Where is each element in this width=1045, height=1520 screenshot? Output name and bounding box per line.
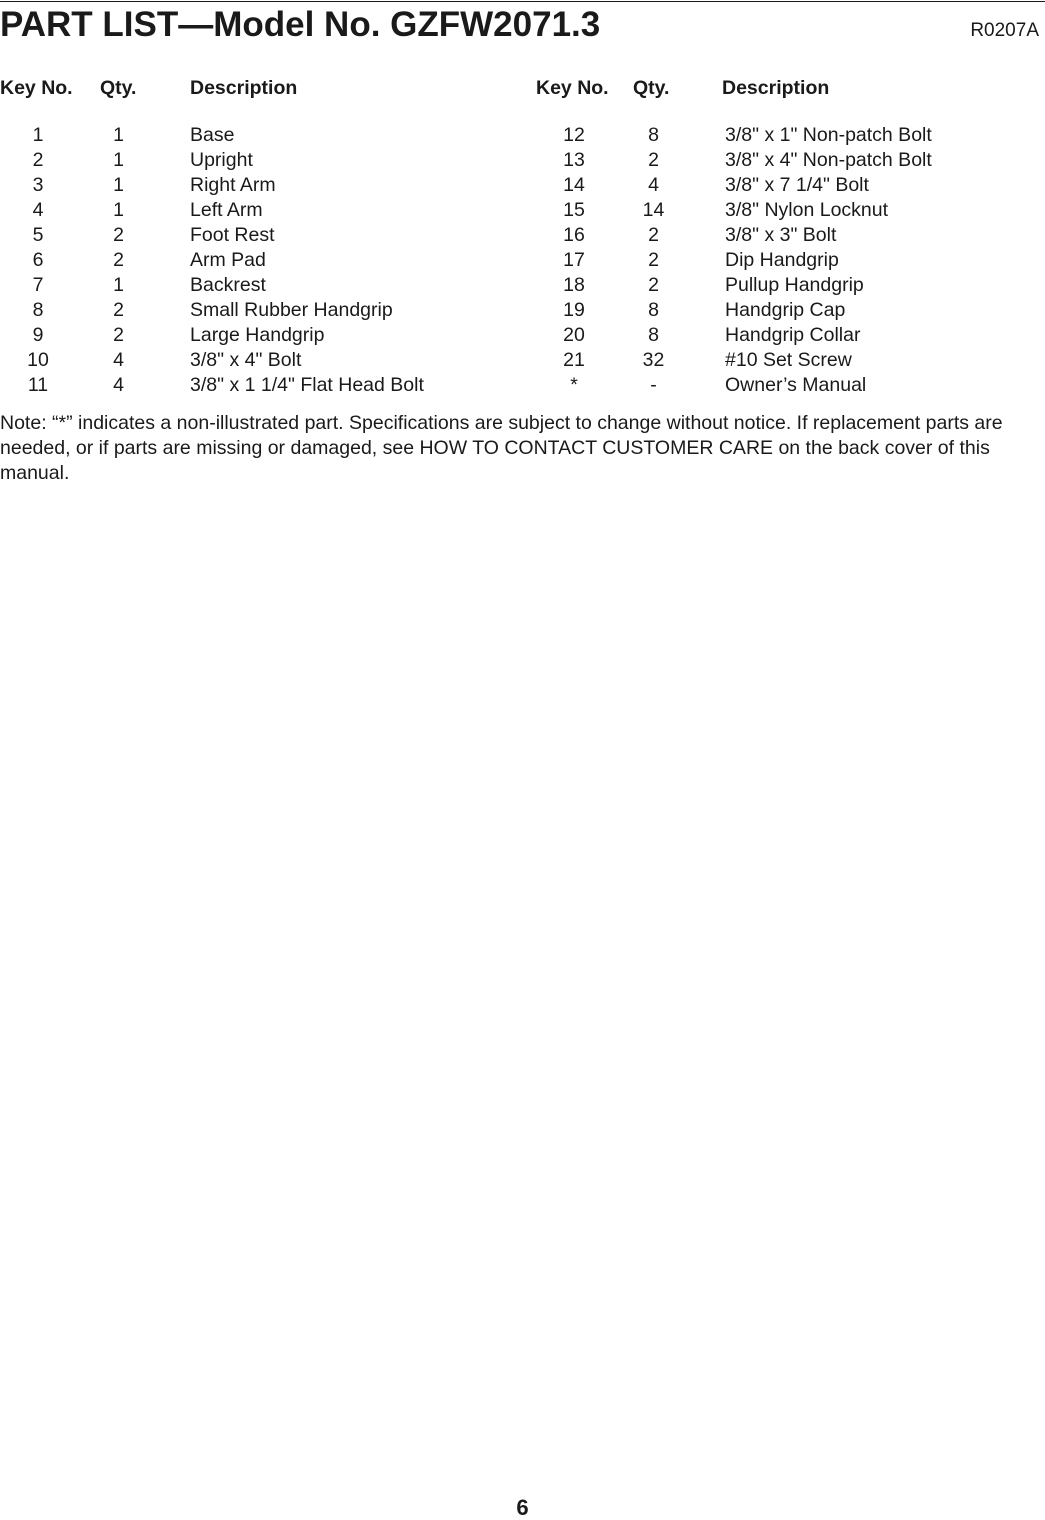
description: Dip Handgrip — [725, 249, 839, 271]
qty: 4 — [648, 174, 659, 196]
key-no: 10 — [27, 349, 49, 371]
description-header: Description — [190, 77, 298, 99]
description: Small Rubber Handgrip — [190, 299, 393, 321]
description: 3/8" x 3" Bolt — [725, 224, 837, 246]
table-row — [530, 173, 1030, 198]
top-rule — [0, 1, 1045, 2]
page-number: 6 — [516, 1495, 529, 1520]
qty: 8 — [648, 299, 659, 321]
qty: 2 — [113, 324, 124, 346]
footnote: Note: “*” indicates a non-illustrated part. Specifications are subject to change without notice. If replacement parts are needed, or if parts are missing or damaged, see HOW TO CONTACT CUSTOMER CARE on the back cover of this manual. — [0, 412, 1003, 484]
table-row — [530, 298, 1030, 323]
qty: 1 — [113, 274, 124, 296]
qty-header: Qty. — [633, 77, 670, 99]
qty: 1 — [113, 174, 124, 196]
table-row — [0, 373, 520, 398]
qty-header: Qty. — [100, 77, 137, 99]
table-row — [530, 323, 1030, 348]
table-row — [0, 298, 520, 323]
qty: 4 — [113, 374, 124, 396]
description: Upright — [190, 149, 253, 171]
description: Large Handgrip — [190, 324, 325, 346]
qty: 1 — [113, 124, 124, 146]
page-title: PART LIST—Model No. GZFW2071.3 — [0, 5, 601, 44]
parts-table-right — [530, 76, 1030, 398]
description: 3/8" Nylon Locknut — [725, 199, 889, 221]
key-no: 17 — [563, 249, 585, 271]
key-no: 5 — [32, 224, 44, 246]
description: Backrest — [190, 274, 266, 296]
qty: 8 — [648, 324, 659, 346]
qty: 2 — [113, 249, 124, 271]
description: Foot Rest — [190, 224, 275, 246]
table-row — [0, 223, 520, 248]
qty: 2 — [648, 274, 659, 296]
description: Handgrip Collar — [725, 324, 861, 346]
key-no-header: Key No. — [536, 77, 609, 99]
key-no: 20 — [563, 324, 585, 346]
qty: 14 — [642, 199, 665, 221]
table-header — [530, 76, 1030, 101]
description: Left Arm — [190, 199, 263, 221]
key-no: 11 — [27, 374, 49, 396]
description: 3/8" x 4" Bolt — [190, 349, 302, 371]
qty: 2 — [648, 249, 659, 271]
description: Arm Pad — [190, 249, 266, 271]
description: 3/8" x 7 1/4" Bolt — [725, 174, 869, 196]
key-no: 2 — [32, 149, 44, 171]
table-row — [0, 173, 520, 198]
qty: 2 — [113, 224, 124, 246]
key-no: 19 — [563, 299, 585, 321]
qty: 4 — [113, 349, 124, 371]
qty: - — [650, 374, 657, 396]
description: Base — [190, 124, 235, 146]
key-no: 6 — [32, 249, 44, 271]
table-row — [530, 273, 1030, 298]
description: Pullup Handgrip — [725, 274, 864, 296]
table-header — [0, 76, 520, 101]
table-row — [0, 248, 520, 273]
key-no: 13 — [563, 149, 585, 171]
qty: 2 — [113, 299, 124, 321]
key-no: 16 — [563, 224, 585, 246]
description: Owner’s Manual — [725, 374, 867, 396]
table-row — [0, 148, 520, 173]
table-row — [0, 123, 520, 148]
qty: 2 — [648, 224, 659, 246]
description: 3/8" x 1 1/4" Flat Head Bolt — [190, 374, 424, 396]
key-no: 7 — [32, 274, 44, 296]
table-row — [530, 248, 1030, 273]
qty: 1 — [113, 149, 124, 171]
qty: 1 — [113, 199, 124, 221]
key-no: * — [570, 374, 578, 396]
qty: 32 — [642, 349, 665, 371]
key-no: 8 — [32, 299, 44, 321]
key-no: 18 — [563, 274, 585, 296]
table-row — [530, 223, 1030, 248]
key-no: 12 — [563, 124, 585, 146]
table-row — [530, 123, 1030, 148]
key-no: 9 — [32, 324, 44, 346]
description: Handgrip Cap — [725, 299, 846, 321]
key-no: 1 — [32, 124, 44, 146]
key-no: 15 — [563, 199, 585, 221]
table-row — [0, 198, 520, 223]
key-no: 3 — [32, 174, 44, 196]
table-row — [530, 198, 1030, 223]
qty: 2 — [648, 149, 659, 171]
key-no: 4 — [32, 199, 44, 221]
table-row — [530, 148, 1030, 173]
table-row — [530, 373, 1030, 398]
table-row — [0, 348, 520, 373]
description: 3/8" x 4" Non-patch Bolt — [725, 149, 932, 171]
description: 3/8" x 1" Non-patch Bolt — [725, 124, 932, 146]
parts-table-left — [0, 76, 520, 398]
key-no: 21 — [563, 349, 585, 371]
document-code: R0207A — [970, 20, 1039, 41]
table-row — [0, 273, 520, 298]
description-header: Description — [722, 77, 830, 99]
key-no: 14 — [563, 174, 585, 196]
table-row — [0, 323, 520, 348]
key-no-header: Key No. — [0, 77, 73, 99]
description: #10 Set Screw — [725, 349, 852, 371]
description: Right Arm — [190, 174, 276, 196]
table-row — [530, 348, 1030, 373]
qty: 8 — [648, 124, 659, 146]
